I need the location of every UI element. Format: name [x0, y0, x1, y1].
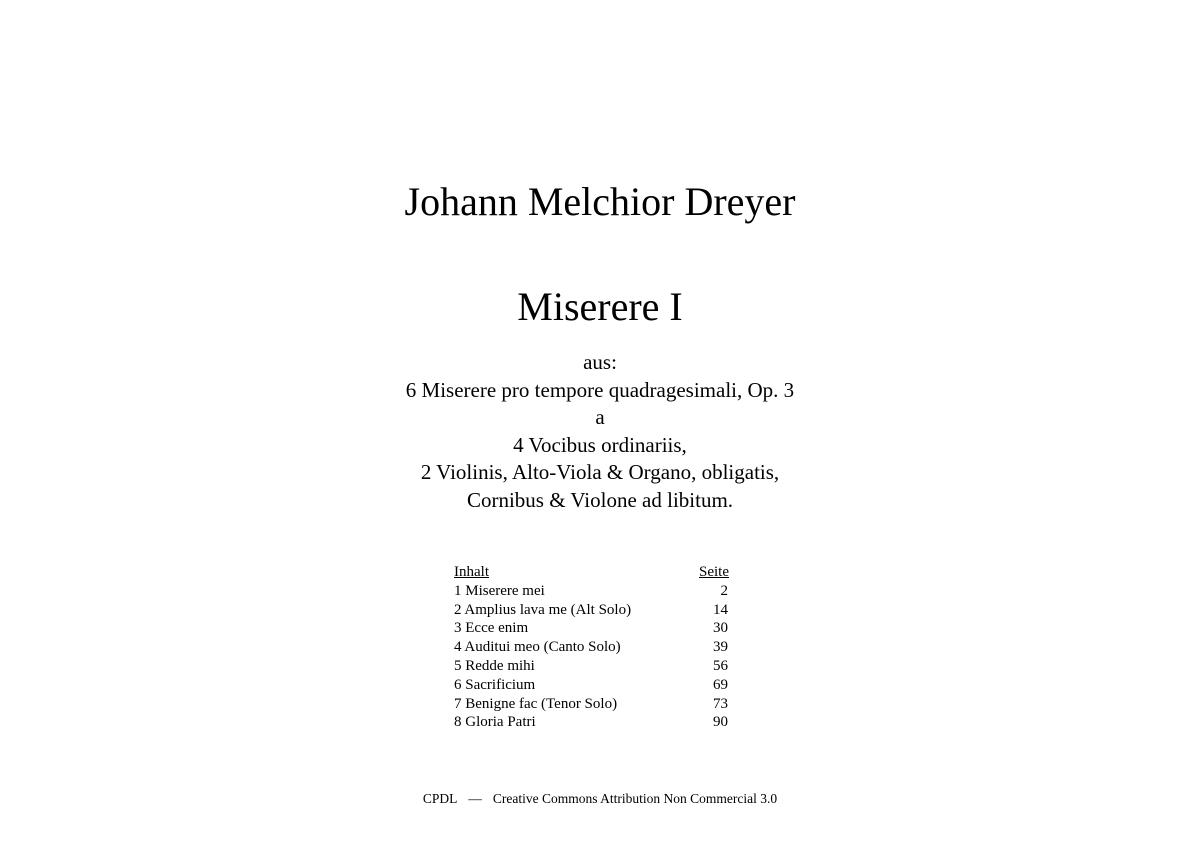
toc-entry	[454, 695, 729, 714]
toc-entry-title: 7 Benigne fac (Tenor Solo)	[454, 695, 618, 712]
table-of-contents	[454, 563, 729, 732]
footer-license: Creative Commons Attribution Non Commercial 3.0	[492, 791, 778, 806]
toc-entry	[454, 713, 729, 732]
toc-entry	[454, 601, 729, 620]
toc-entry	[454, 638, 729, 657]
toc-header-row	[454, 563, 729, 582]
toc-entry-title: 8 Gloria Patri	[454, 714, 536, 731]
composer-name: Johann Melchior Dreyer	[404, 179, 796, 224]
toc-entry-page: 90	[713, 714, 728, 731]
toc-entry-page: 2	[720, 582, 728, 599]
toc-entry-page: 73	[713, 695, 728, 712]
toc-entry-page: 69	[713, 676, 728, 693]
license-footer	[0, 790, 1200, 808]
subtitle-block	[0, 349, 1200, 514]
subtitle-line: a	[595, 405, 605, 429]
toc-entry-title: 1 Miserere mei	[454, 582, 545, 599]
subtitle-line: 2 Violinis, Alto-Viola & Organo, obligatis,	[420, 460, 780, 484]
footer-source: CPDL	[422, 791, 458, 806]
toc-entry-title: 5 Redde mihi	[454, 657, 535, 674]
toc-entry-page: 39	[713, 639, 728, 656]
toc-entry	[454, 657, 729, 676]
toc-header-title: Inhalt	[454, 564, 489, 580]
toc-entry	[454, 676, 729, 695]
toc-entry	[454, 619, 729, 638]
toc-entry-title: 6 Sacrificium	[454, 676, 536, 693]
toc-entry-page: 30	[713, 620, 728, 637]
toc-entry-title: 3 Ecce enim	[454, 620, 529, 637]
toc-header-page: Seite	[699, 564, 729, 580]
toc-entry-title: 2 Amplius lava me (Alt Solo)	[454, 601, 632, 618]
footer-separator: —	[468, 791, 482, 806]
toc-entry-page: 56	[713, 657, 728, 674]
toc-entry-page: 14	[713, 601, 728, 618]
work-title: Miserere I	[517, 284, 683, 329]
subtitle-line: 4 Vocibus ordinariis,	[513, 432, 687, 457]
subtitle-line: aus:	[583, 350, 617, 374]
toc-entry	[454, 582, 729, 601]
subtitle-line: Cornibus & Violone ad libitum.	[466, 487, 734, 512]
subtitle-line: 6 Miserere pro tempore quadragesimali, Op. 3	[405, 377, 795, 402]
toc-entry-title: 4 Auditui meo (Canto Solo)	[454, 639, 621, 656]
